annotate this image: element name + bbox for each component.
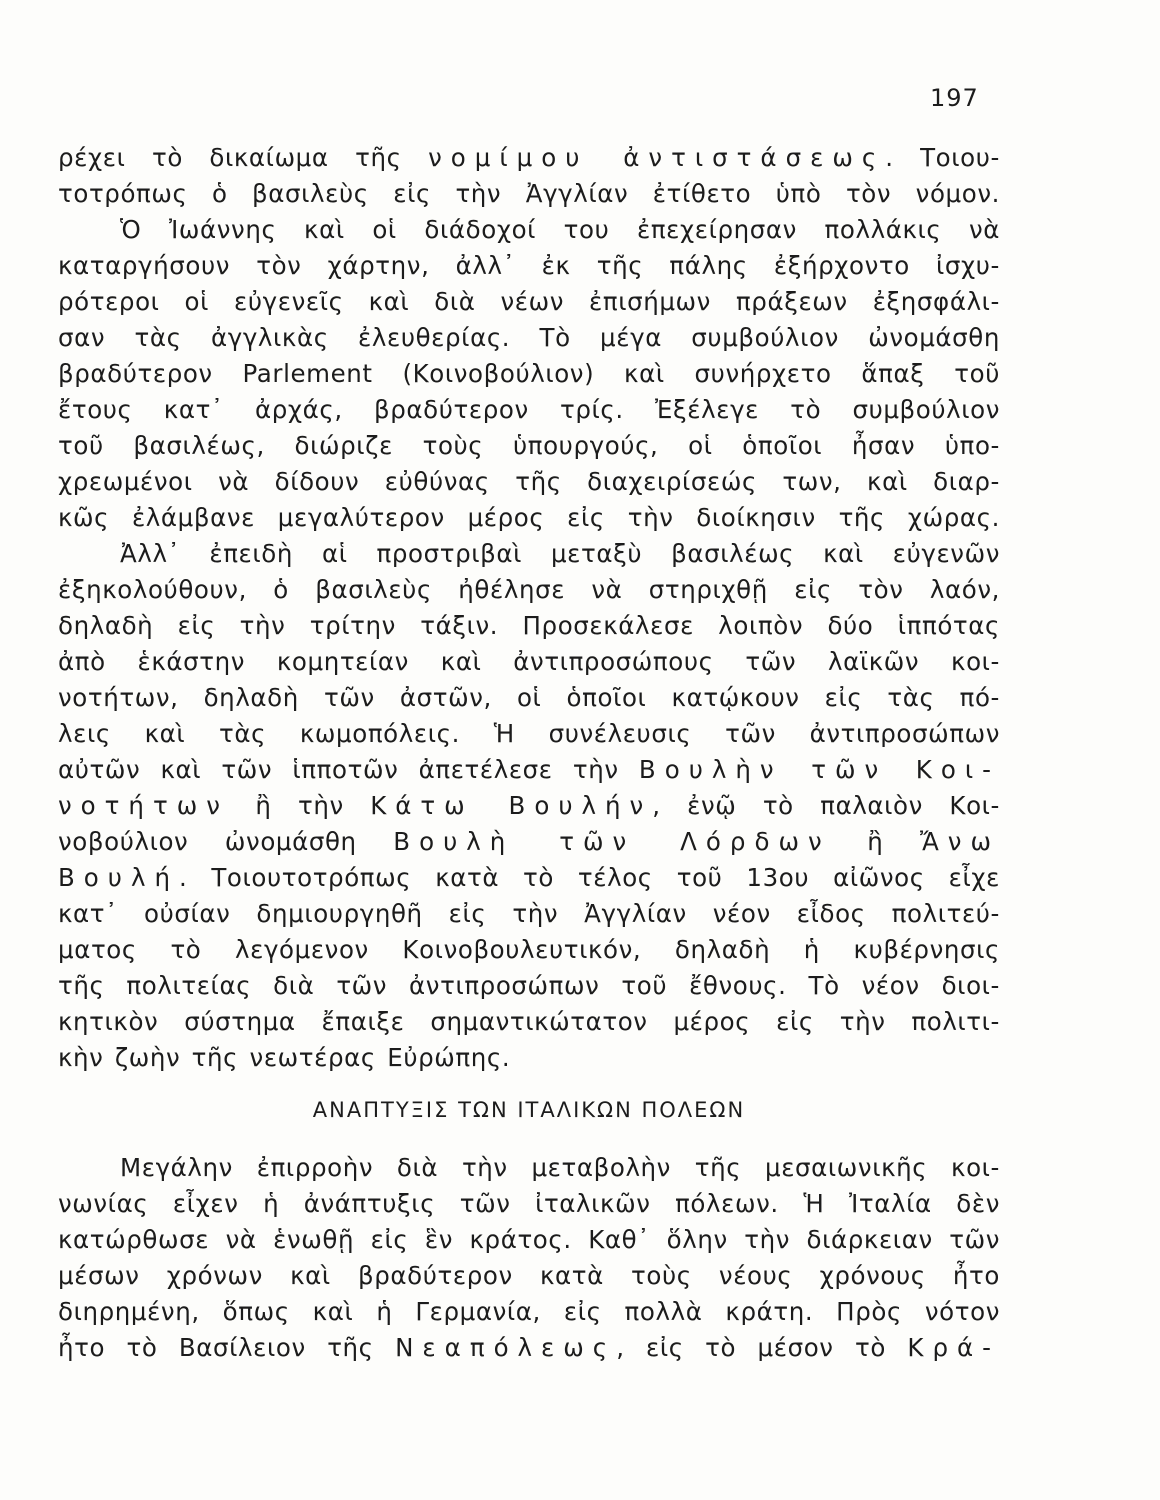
text-line: κατώρθωσε νὰ ἑνωθῇ εἰς ἓν κράτος. Καθ᾽ ὅλην τὴν διάρκειαν τῶν bbox=[58, 1225, 1000, 1254]
text-line: νοτήτων, δηλαδὴ τῶν ἀστῶν, οἱ ὁποῖοι κατῴκουν εἰς τὰς πό- bbox=[58, 683, 1000, 712]
spaced-emphasis: Βουλὴ τῶν Λόρδων bbox=[393, 827, 831, 856]
text-line: σαν τὰς ἀγγλικὰς ἐλευθερίας. Τὸ μέγα συμβούλιον ὠνομάσθη bbox=[58, 323, 1000, 352]
spaced-emphasis: νομίμου ἀντιστάσεως bbox=[428, 143, 886, 172]
text-line: μέσων χρόνων καὶ βραδύτερον κατὰ τοὺς νέους χρόνους ἦτο bbox=[58, 1261, 1000, 1290]
text-line: Ὁ Ἰωάννης καὶ οἱ διάδοχοί του ἐπεχείρησαν πολλάκις νὰ bbox=[120, 215, 1000, 244]
text-line: τοτρόπως ὁ βασιλεὺς εἰς τὴν Ἀγγλίαν ἐτίθετο ὑπὸ τὸν νόμον. bbox=[58, 179, 1000, 208]
spaced-emphasis: Βουλή bbox=[58, 863, 180, 892]
text-line: νοτήτων ἢ τὴν Κάτω Βουλήν, ἐνῷ τὸ παλαιὸν Κοι- bbox=[58, 791, 1000, 820]
text-line: διηρημένη, ὅπως καὶ ἡ Γερμανία, εἰς πολλὰ κράτη. Πρὸς νότον bbox=[58, 1297, 1000, 1326]
text-line: Βουλή. Τοιουτοτρόπως κατὰ τὸ τέλος τοῦ 13ου αἰῶνος εἶχε bbox=[58, 863, 1000, 892]
text-line: ρότεροι οἱ εὐγενεῖς καὶ διὰ νέων ἐπισήμων πράξεων ἐξησφάλι- bbox=[58, 287, 1000, 316]
text-line: ἐξηκολούθουν, ὁ βασιλεὺς ἠθέλησε νὰ στηριχθῇ εἰς τὸν λαόν, bbox=[58, 575, 1000, 604]
text-line: καταργήσουν τὸν χάρτην, ἀλλ᾽ ἐκ τῆς πάλης ἐξήρχοντο ἰσχυ- bbox=[58, 251, 1000, 280]
text-line: αὐτῶν καὶ τῶν ἱπποτῶν ἀπετέλεσε τὴν Βουλὴν τῶν Κοι- bbox=[58, 755, 1000, 784]
spaced-emphasis: Κάτω Βουλήν bbox=[370, 791, 653, 820]
spaced-emphasis: Νεαπόλεως bbox=[395, 1333, 617, 1362]
spaced-emphasis: Ἄνω bbox=[919, 827, 1000, 856]
section-heading: ΑΝΑΠΤΥΞΙΣ ΤΩΝ ΙΤΑΛΙΚΩΝ ΠΟΛΕΩΝ bbox=[312, 1098, 746, 1122]
text-line: δηλαδὴ εἰς τὴν τρίτην τάξιν. Προσεκάλεσε λοιπὸν δύο ἱππότας bbox=[58, 611, 1000, 640]
text-line: βραδύτερον Parlement (Κοινοβούλιον) καὶ συνήρχετο ἅπαξ τοῦ bbox=[58, 359, 1000, 388]
text-line: λεις καὶ τὰς κωμοπόλεις. Ἡ συνέλευσις τῶν ἀντιπροσώπων bbox=[58, 719, 1000, 748]
text-line: κητικὸν σύστημα ἔπαιξε σημαντικώτατον μέρος εἰς τὴν πολιτι- bbox=[58, 1007, 1000, 1036]
page-number: 197 bbox=[930, 84, 979, 112]
text-line: νοβούλιον ὠνομάσθη Βουλὴ τῶν Λόρδων ἢ Ἄνω bbox=[58, 827, 1000, 856]
text-line: τῆς πολιτείας διὰ τῶν ἀντιπροσώπων τοῦ ἔθνους. Τὸ νέον διοι- bbox=[58, 971, 1000, 1000]
text-line: ἀπὸ ἑκάστην κομητείαν καὶ ἀντιπροσώπους τῶν λαϊκῶν κοι- bbox=[58, 647, 1000, 676]
text-line: ἦτο τὸ Βασίλειον τῆς Νεαπόλεως, εἰς τὸ μέσον τὸ Κρά- bbox=[58, 1333, 1000, 1362]
spaced-emphasis: Κρά- bbox=[907, 1333, 1000, 1362]
text-line: χρεωμένοι νὰ δίδουν εὐθύνας τῆς διαχειρίσεώς των, καὶ διαρ- bbox=[58, 467, 1000, 496]
text-line: κῶς ἐλάμβανε μεγαλύτερον μέρος εἰς τὴν διοίκησιν τῆς χώρας. bbox=[58, 503, 1000, 532]
text-line: ἔτους κατ᾽ ἀρχάς, βραδύτερον τρίς. Ἐξέλεγε τὸ συμβούλιον bbox=[58, 395, 1000, 424]
text-line: κατ᾽ οὐσίαν δημιουργηθῆ εἰς τὴν Ἀγγλίαν νέον εἶδος πολιτεύ- bbox=[58, 899, 1000, 928]
spaced-emphasis: νοτήτων bbox=[58, 791, 229, 820]
spaced-emphasis: Βουλὴν τῶν Κοι- bbox=[638, 755, 1000, 784]
text-line: κὴν ζωὴν τῆς νεωτέρας Εὐρώπης. bbox=[58, 1043, 511, 1072]
text-line: Ἀλλ᾽ ἐπειδὴ αἱ προστριβαὶ μεταξὺ βασιλέως καὶ εὐγενῶν bbox=[120, 539, 1000, 568]
text-line: ματος τὸ λεγόμενον Κοινοβουλευτικόν, δηλαδὴ ἡ κυβέρνησις bbox=[58, 935, 1000, 964]
text-line: ρέχει τὸ δικαίωμα τῆς νομίμου ἀντιστάσεως. Τοιου- bbox=[58, 143, 1000, 172]
text-line: τοῦ βασιλέως, διώριζε τοὺς ὑπουργούς, οἱ ὁποῖοι ἦσαν ὑπο- bbox=[58, 431, 1000, 460]
text-line: νωνίας εἶχεν ἡ ἀνάπτυξις τῶν ἰταλικῶν πόλεων. Ἡ Ἰταλία δὲν bbox=[58, 1189, 1000, 1218]
text-line: Μεγάλην ἐπιρροὴν διὰ τὴν μεταβολὴν τῆς μεσαιωνικῆς κοι- bbox=[120, 1153, 1000, 1182]
